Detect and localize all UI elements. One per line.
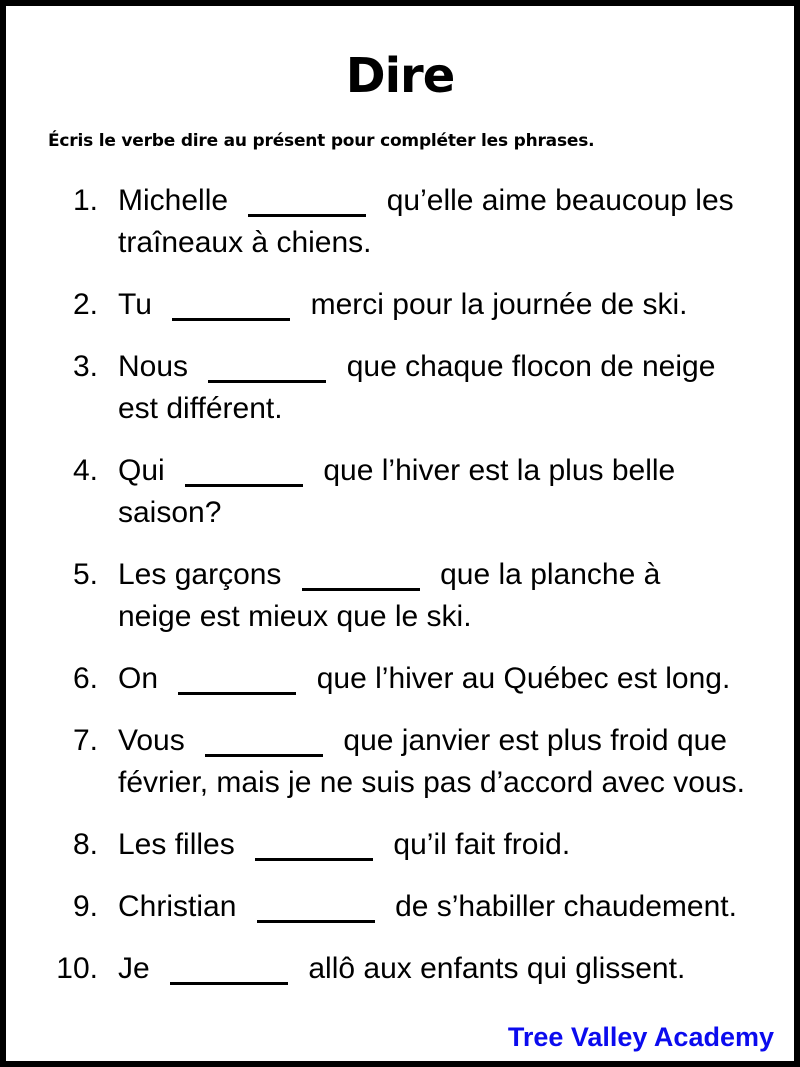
item-sentence — [118, 948, 758, 990]
exercise-item-7 — [6, 720, 794, 804]
sentence-after-blank: allô aux enfants qui glissent. — [308, 952, 686, 986]
sentence-before-blank: Michelle — [118, 184, 229, 218]
sentence-before-blank: Qui — [118, 454, 165, 488]
exercise-item-10 — [6, 948, 794, 990]
exercise-item-5 — [6, 554, 794, 638]
item-number: 6. — [72, 662, 98, 696]
item-number: 8. — [72, 828, 98, 862]
sentence-after-blank: qu’il fait froid. — [393, 828, 571, 862]
item-number: 9. — [72, 890, 98, 924]
answer-blank-3[interactable] — [208, 360, 326, 383]
exercise-item-8 — [6, 824, 794, 866]
sentence-before-blank: On — [118, 662, 159, 696]
item-sentence — [118, 554, 758, 638]
sentence-line2: est différent. — [118, 392, 283, 426]
item-number: 2. — [72, 288, 98, 322]
exercise-item-9 — [6, 886, 794, 928]
item-number: 1. — [72, 184, 98, 218]
sentence-line2: neige est mieux que le ski. — [118, 600, 472, 634]
item-number: 7. — [72, 724, 98, 758]
item-sentence — [118, 284, 758, 326]
item-number: 4. — [72, 454, 98, 488]
sentence-after-blank: que l’hiver est la plus belle — [323, 454, 676, 488]
sentence-after-blank: que chaque flocon de neige — [346, 350, 716, 384]
answer-blank-2[interactable] — [172, 298, 290, 321]
footer-brand: Tree Valley Academy — [507, 1022, 774, 1052]
sentence-line2: février, mais je ne suis pas d’accord avec vous. — [118, 766, 745, 800]
exercise-item-6 — [6, 658, 794, 700]
item-sentence — [118, 346, 758, 430]
sentence-after-blank: de s’habiller chaudement. — [395, 890, 737, 924]
item-number: 3. — [72, 350, 98, 384]
sentence-after-blank: merci pour la journée de ski. — [310, 288, 688, 322]
instruction-text: Écris le verbe dire au présent pour compléter les phrases. — [48, 131, 595, 151]
sentence-before-blank: Tu — [118, 288, 152, 322]
exercise-item-1 — [6, 180, 794, 264]
item-sentence — [118, 450, 758, 534]
answer-blank-7[interactable] — [205, 734, 323, 757]
item-sentence — [118, 720, 758, 804]
sentence-before-blank: Les garçons — [118, 558, 282, 592]
answer-blank-1[interactable] — [248, 194, 366, 217]
item-sentence — [118, 824, 758, 866]
answer-blank-9[interactable] — [257, 900, 375, 923]
answer-blank-8[interactable] — [255, 838, 373, 861]
answer-blank-4[interactable] — [185, 464, 303, 487]
sentence-after-blank: que janvier est plus froid que — [343, 724, 727, 758]
answer-blank-10[interactable] — [170, 962, 288, 985]
sentence-before-blank: Christian — [118, 890, 237, 924]
exercise-item-2 — [6, 284, 794, 326]
answer-blank-5[interactable] — [302, 568, 420, 591]
sentence-after-blank: que la planche à — [440, 558, 661, 592]
sentence-before-blank: Les filles — [118, 828, 235, 862]
item-sentence — [118, 180, 758, 264]
item-sentence — [118, 886, 758, 928]
page-title: Dire — [345, 48, 455, 104]
sentence-before-blank: Vous — [118, 724, 185, 758]
exercise-list — [6, 180, 794, 990]
answer-blank-6[interactable] — [178, 672, 296, 695]
sentence-line2: traîneaux à chiens. — [118, 226, 372, 260]
sentence-before-blank: Nous — [118, 350, 189, 384]
exercise-item-4 — [6, 450, 794, 534]
item-sentence — [118, 658, 758, 700]
sentence-before-blank: Je — [118, 952, 150, 986]
exercise-item-3 — [6, 346, 794, 430]
sentence-after-blank: que l’hiver au Québec est long. — [316, 662, 731, 696]
item-number: 10. — [56, 952, 98, 986]
sentence-after-blank: qu’elle aime beaucoup les — [386, 184, 734, 218]
item-number: 5. — [72, 558, 98, 592]
sentence-line2: saison? — [118, 496, 222, 530]
